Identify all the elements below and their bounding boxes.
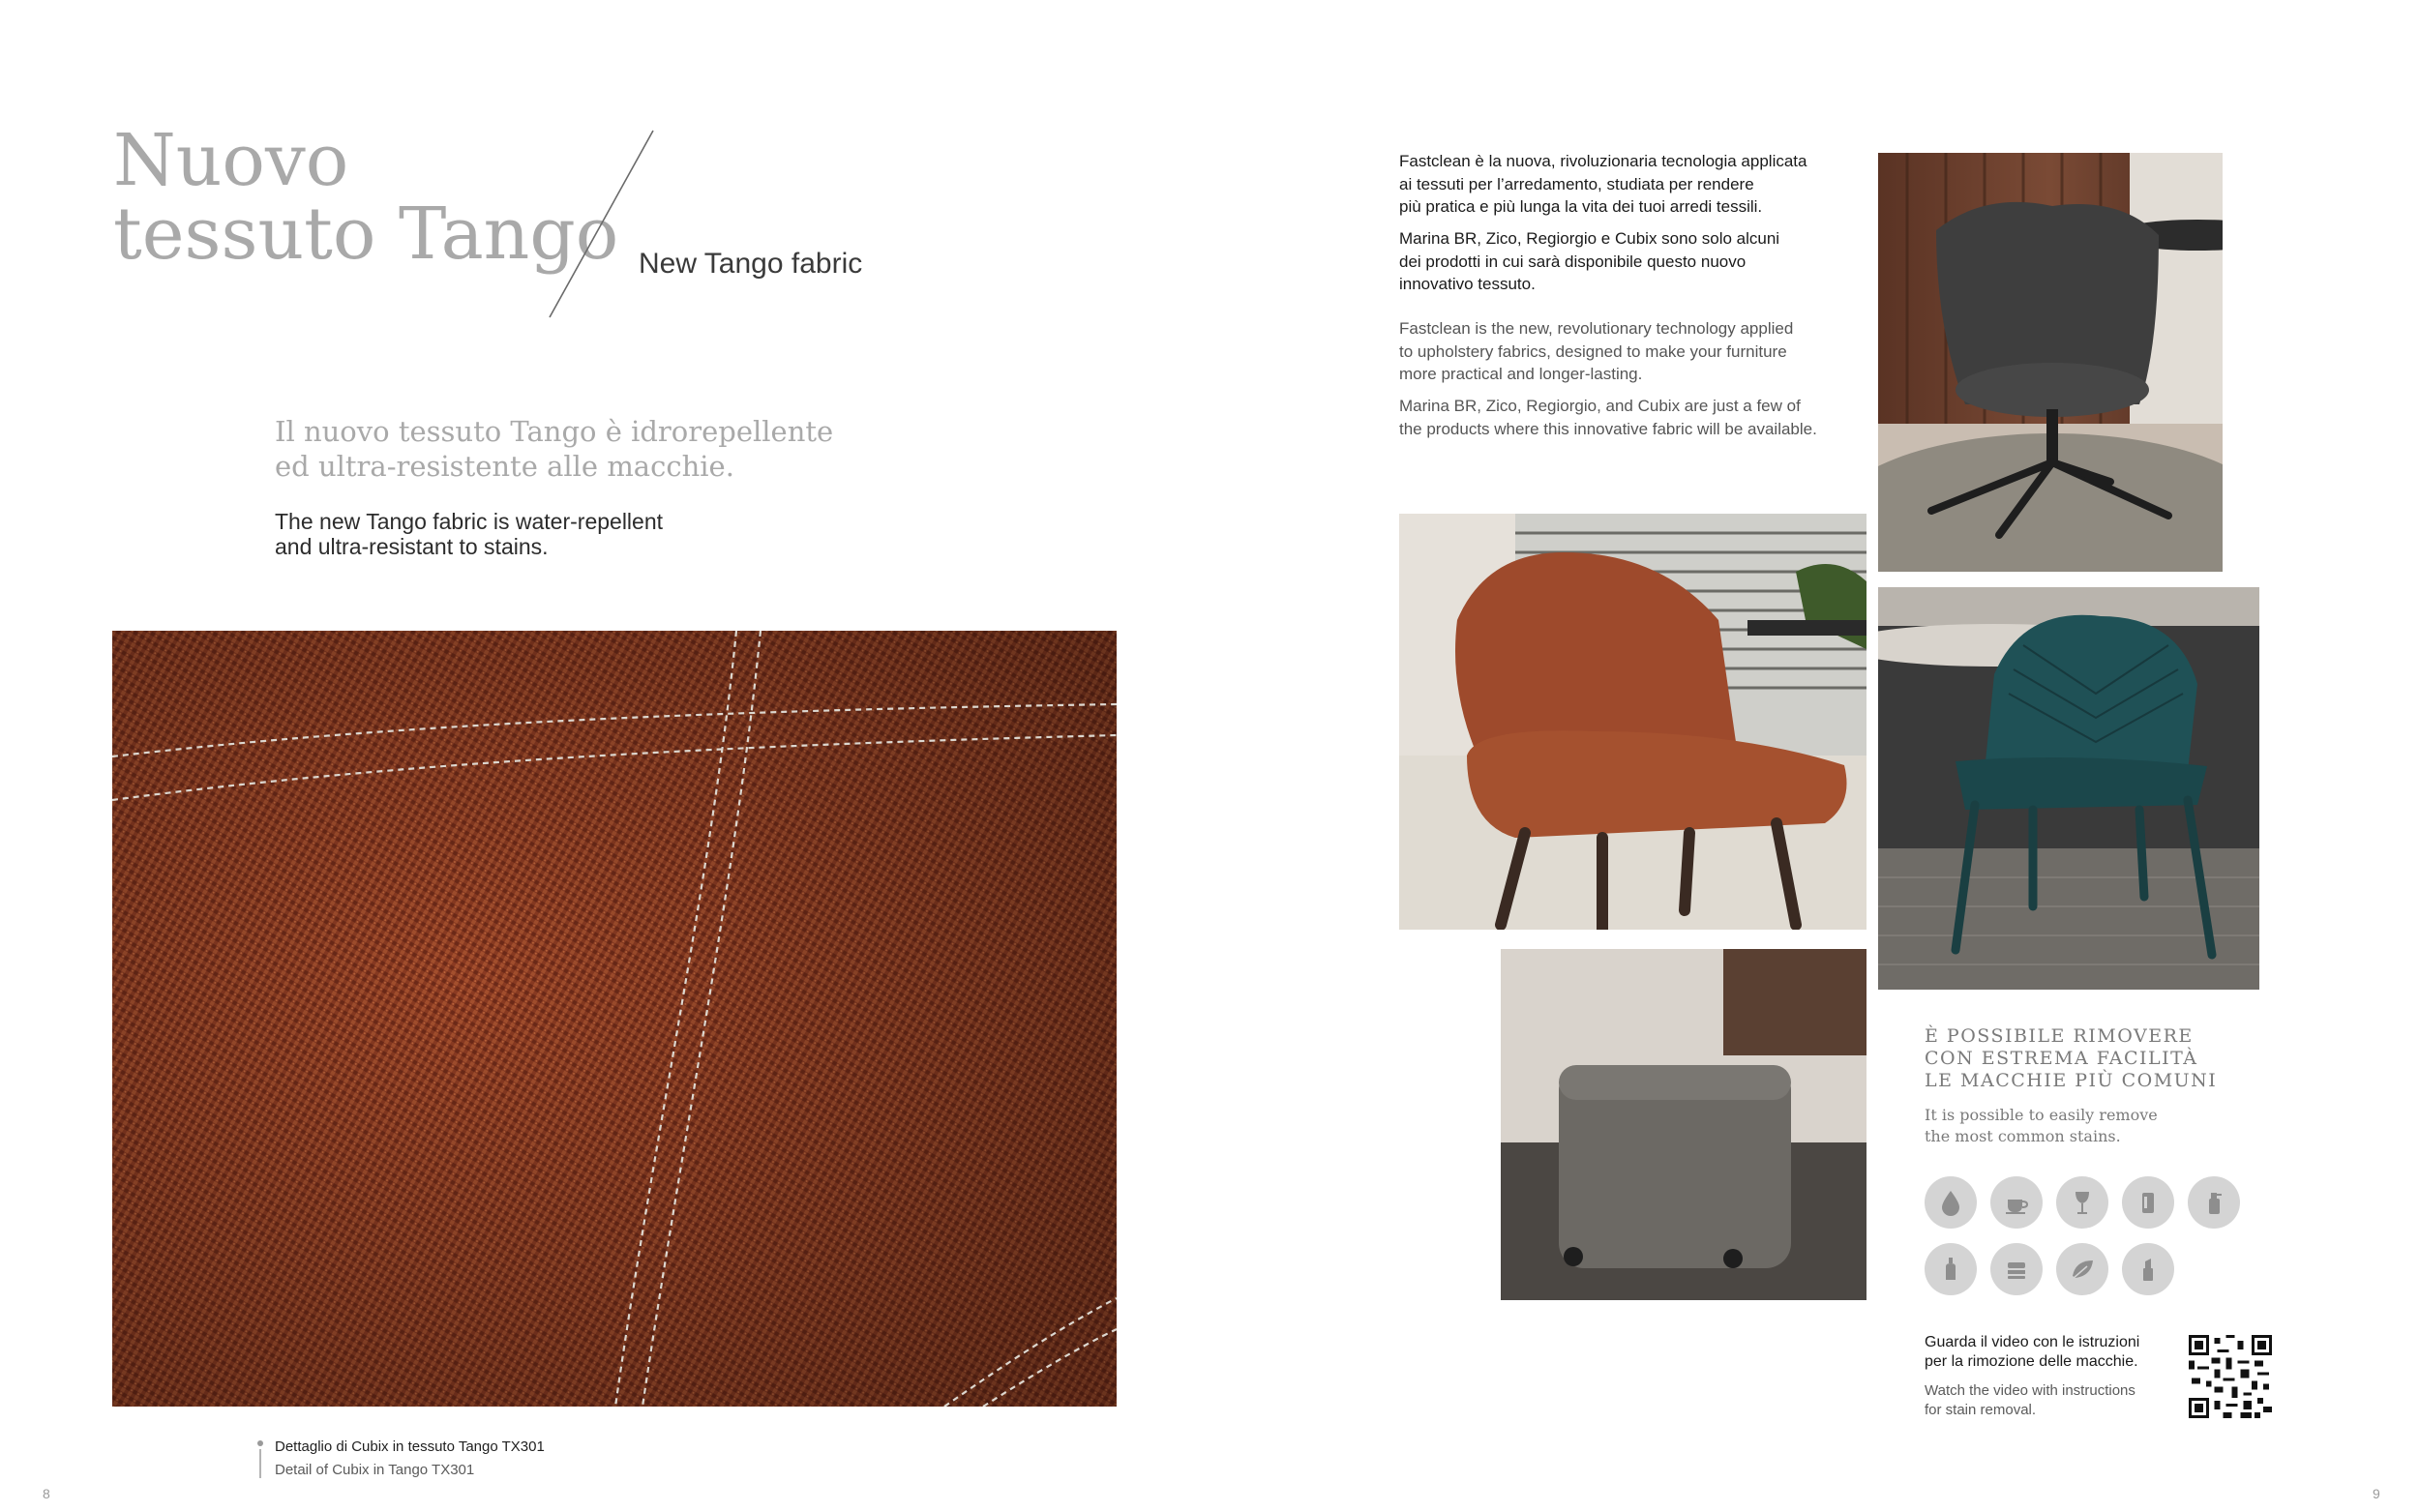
paragraph-it-1 [1399, 150, 1844, 219]
drop-icon [1925, 1176, 1977, 1229]
heading-line: CON ESTREMA FACILITÀ [1925, 1048, 2198, 1069]
teal-armchair-photo [1878, 587, 2259, 990]
paragraph-en-1 [1399, 317, 1844, 386]
title-line-2: tessuto Tango [113, 193, 619, 276]
qr-instructions-italian [1925, 1333, 2139, 1372]
stain-subheading [1925, 1105, 2158, 1147]
stain-icons-row-2 [1925, 1243, 2174, 1295]
grey-pouf-photo [1501, 949, 1867, 1300]
qr-text-line: for stain removal. [1925, 1402, 2037, 1418]
text-line: Fastclean è la nuova, rivoluzionaria tecnologia applicata [1399, 152, 1807, 170]
lipstick-icon [2122, 1243, 2174, 1295]
title-divider-slash [542, 128, 658, 321]
text-line: Fastclean is the new, revolutionary technology applied [1399, 319, 1794, 338]
fabric-closeup-photo [112, 631, 1117, 1407]
lead-english [275, 509, 952, 559]
text-line: Marina BR, Zico, Regiorgio, and Cubix are just a few of [1399, 397, 1801, 415]
page-number-left: 8 [43, 1486, 50, 1501]
title-line-1: Nuovo [113, 119, 349, 202]
qr-text-line: Guarda il video con le istruzioni [1925, 1334, 2140, 1350]
subheading-line: It is possible to easily remove [1925, 1106, 2158, 1124]
photo-caption-english: Detail of Cubix in Tango TX301 [275, 1462, 475, 1478]
heading-line: È POSSIBILE RIMOVERE [1925, 1025, 2194, 1047]
qr-code-icon[interactable] [2189, 1335, 2272, 1418]
grey-swivel-chair-photo [1878, 153, 2223, 572]
qr-text-line: per la rimozione delle macchie. [1925, 1353, 2138, 1370]
text-line: dei prodotti in cui sarà disponibile questo nuovo [1399, 252, 1747, 271]
leaf-icon [2056, 1243, 2108, 1295]
photo-caption-italian: Dettaglio di Cubix in tessuto Tango TX301 [275, 1438, 545, 1455]
caption-marker-icon [257, 1439, 263, 1478]
lead-italian [275, 414, 952, 484]
text-line: Marina BR, Zico, Regiorgio e Cubix sono solo alcuni [1399, 229, 1780, 248]
subheading-line: the most common stains. [1925, 1127, 2121, 1145]
subtitle-english: New Tango fabric [639, 248, 863, 280]
can-icon [2122, 1176, 2174, 1229]
wine-glass-icon [2056, 1176, 2108, 1229]
spray-bottle-icon [2188, 1176, 2240, 1229]
lead-it-line: Il nuovo tessuto Tango è idrorepellente [275, 415, 834, 448]
stain-icons-row-1 [1925, 1176, 2240, 1229]
qr-text-line: Watch the video with instructions [1925, 1382, 2135, 1399]
paragraph-it-2 [1399, 227, 1844, 296]
text-line: more practical and longer-lasting. [1399, 365, 1643, 383]
lead-en-line: The new Tango fabric is water-repellent [275, 509, 664, 534]
text-line: innovativo tessuto. [1399, 275, 1536, 293]
text-line: più pratica e più lunga la vita dei tuoi arredi tessili. [1399, 197, 1763, 216]
food-icon [1990, 1243, 2043, 1295]
qr-instructions-english [1925, 1381, 2135, 1420]
text-line: the products where this innovative fabric will be available. [1399, 419, 1817, 438]
text-line: ai tessuti per l’arredamento, studiata per rendere [1399, 174, 1754, 193]
page-number-right: 9 [2373, 1486, 2380, 1501]
lead-it-line: ed ultra-resistente alle macchie. [275, 450, 734, 483]
heading-line: LE MACCHIE PIÙ COMUNI [1925, 1070, 2218, 1091]
text-line: to upholstery fabrics, designed to make your furniture [1399, 341, 1787, 361]
bottle-icon [1925, 1243, 1977, 1295]
paragraph-en-2 [1399, 395, 1844, 440]
lead-en-line: and ultra-resistant to stains. [275, 534, 549, 559]
rust-chair-photo [1399, 514, 1867, 930]
stain-heading [1925, 1025, 2217, 1092]
coffee-cup-icon [1990, 1176, 2043, 1229]
